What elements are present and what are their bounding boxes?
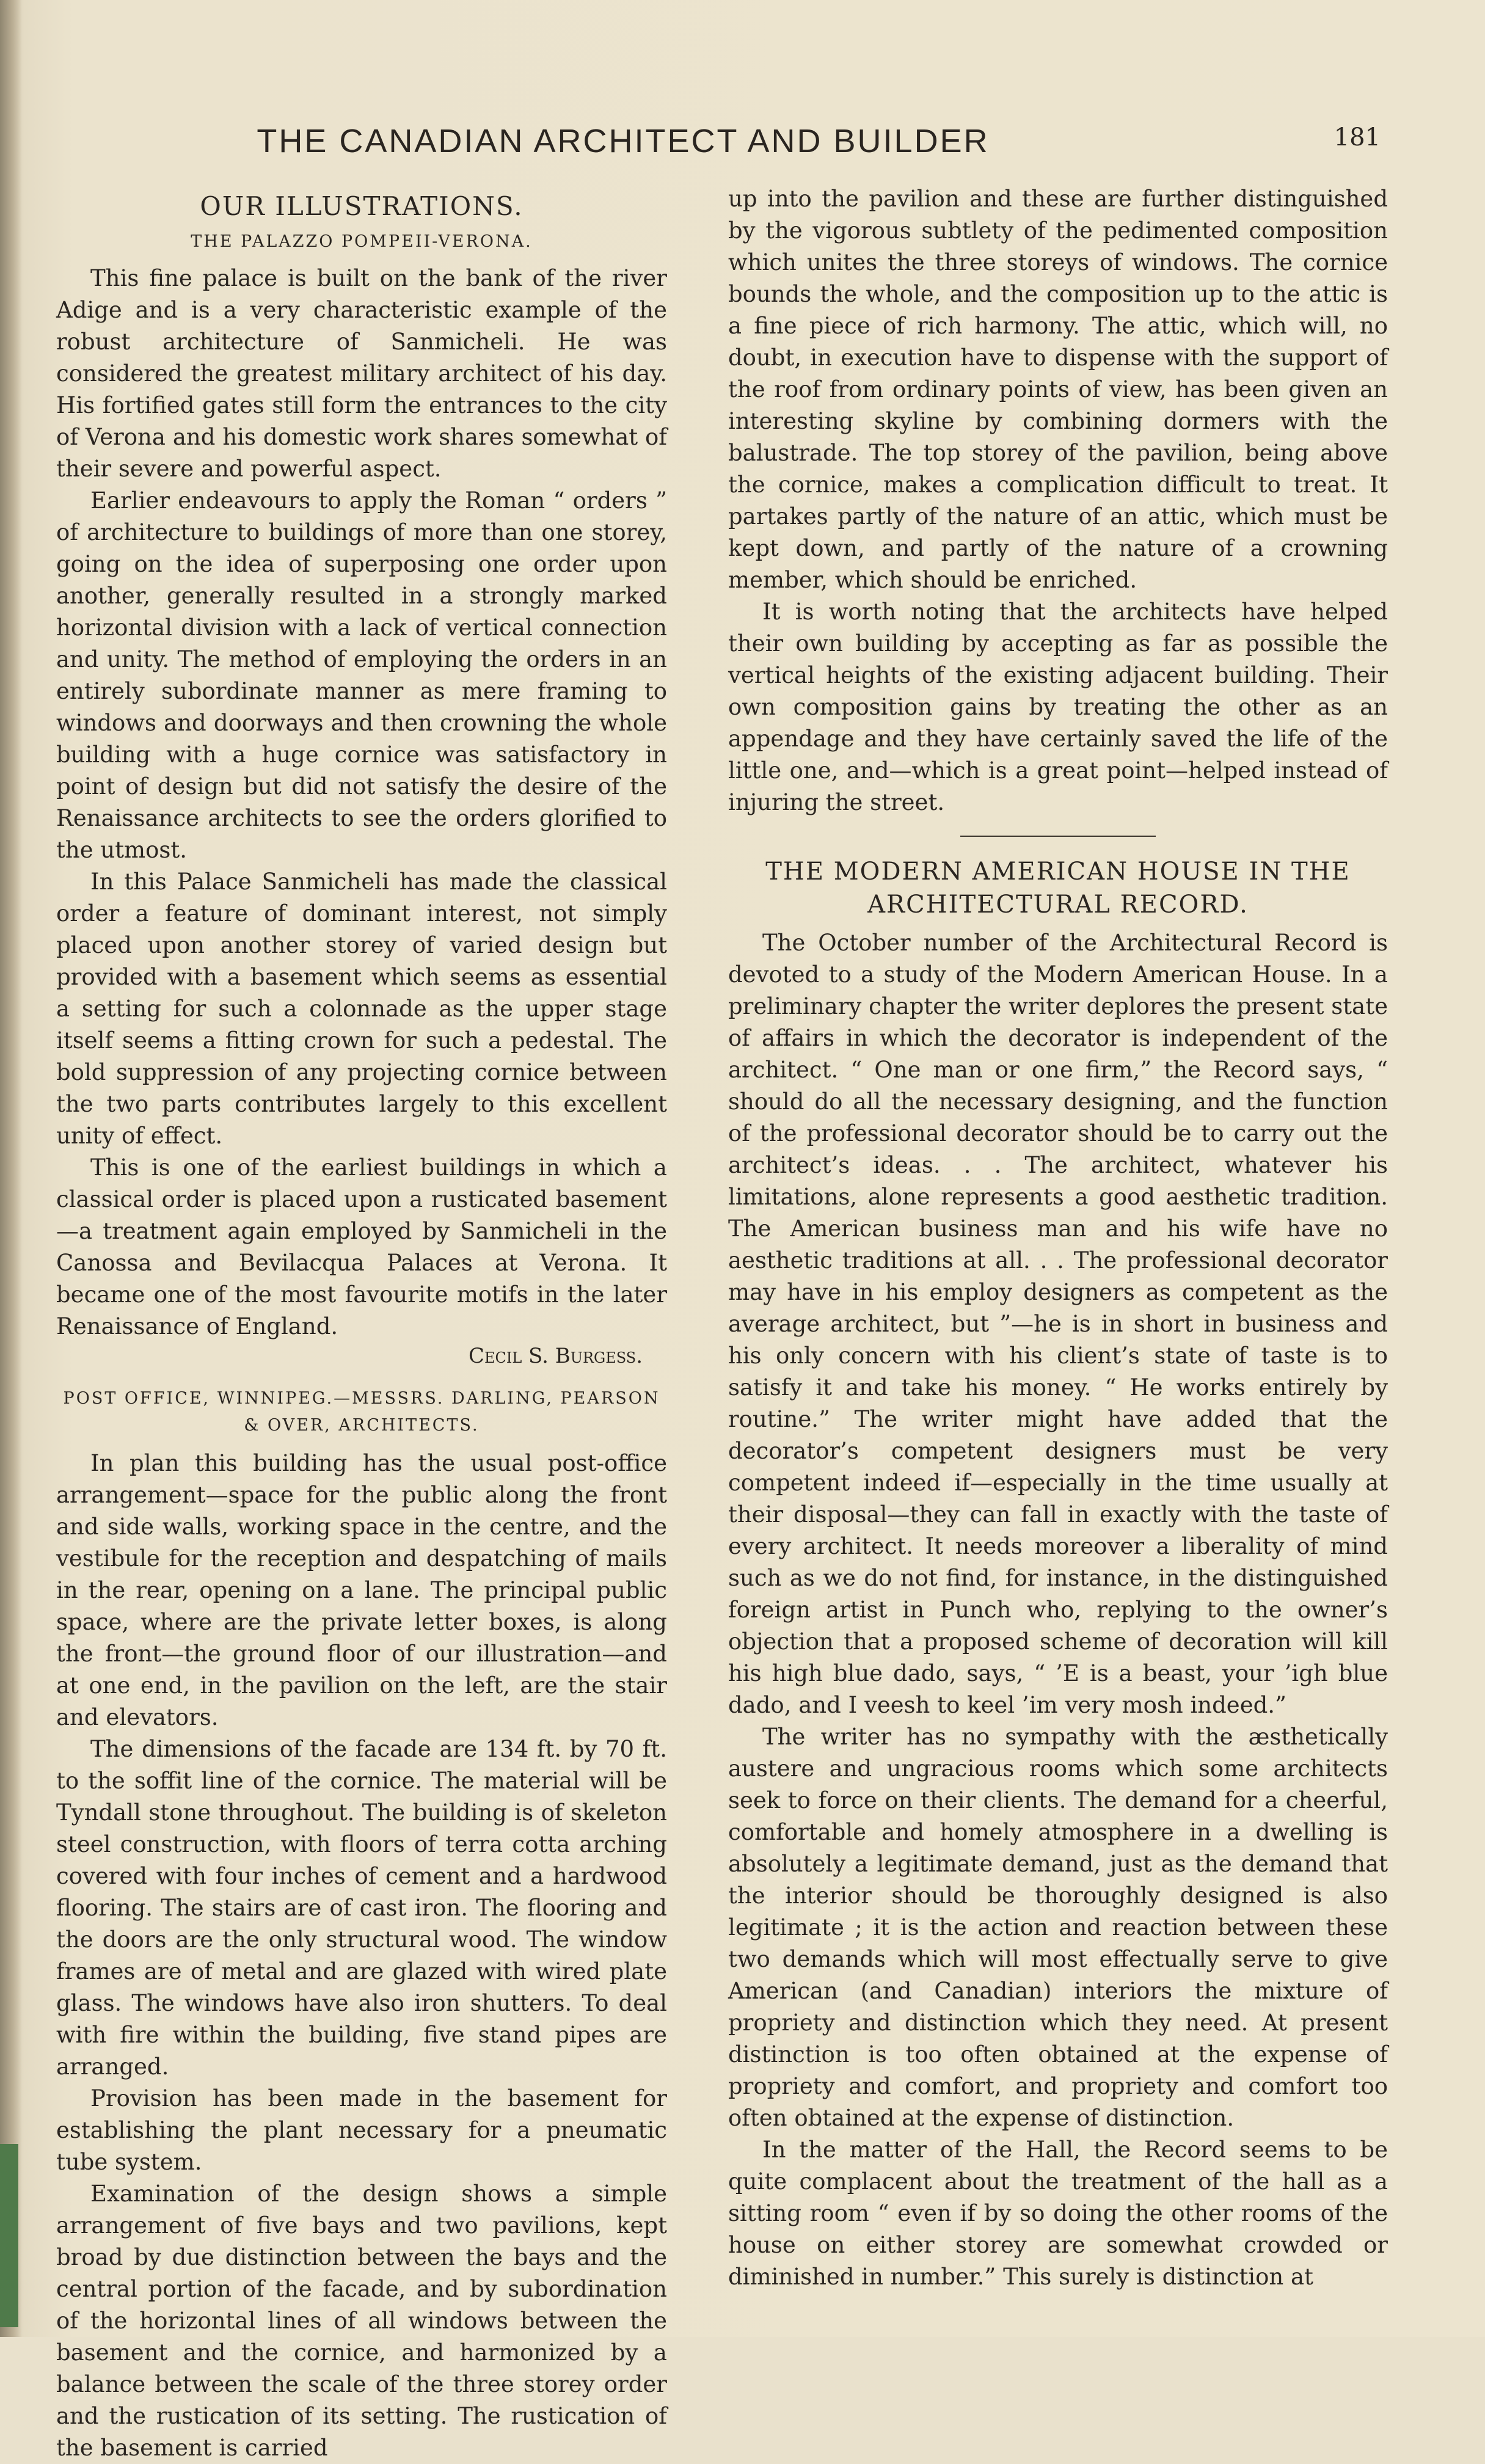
paragraph: up into the pavilion and these are further distinguished by the vigorous subtlety of the pedimented composition which unites the three storeys of windows. The cornice bounds the whole, and the composition up to the attic is a fine piece of rich harmony. The attic, which will, no doubt, in execution have to dispense with the support of the roof from ordinary points of view, has been given an interesting skyline by combining dormers with the balustrade. The top storey of the pavilion, being above the cornice, makes a complication difficult to treat. It partakes partly of the nature of an attic, which must be kept down, and partly of the nature of a crowning member, which should be enriched. xyxy=(728,186,1388,593)
author-signature: Cecil S. Burgess. xyxy=(468,1344,643,1368)
binding-tab xyxy=(0,2144,18,2327)
section-divider xyxy=(960,836,1156,837)
page-number: 181 xyxy=(1334,123,1381,151)
sub-heading-post-office: POST OFFICE, WINNIPEG.—MESSRS. DARLING, PEARSON & OVER, ARCHITECTS. xyxy=(63,1389,660,1435)
paragraph: This fine palace is built on the bank of the river Adige and is a very characteristic example of the robust architecture of Sanmicheli. He was considered the greatest military architect of his day. His fortified gates still form the entrances to the city of Verona and his domestic work shares somewhat of their severe and powerful aspect. xyxy=(56,265,667,482)
paragraph: In the matter of the Hall, the Record seems to be quite complacent about the treatment of the hall as a sitting room “ even if by so doing the other rooms of the house on either storey are somewhat crowded or diminished in number.” This surely is distinction at xyxy=(728,2137,1388,2290)
paragraph: Earlier endeavours to apply the Roman “ orders ” of architecture to buildings of more than one storey, going on the idea of superposing one order upon another, generally resulted in a strongly marked horizontal division with a lack of vertical connection and unity. The method of employing the orders in an entirely subordinate manner as mere framing to windows and doorways and then crowning the whole building with a huge cornice was satisfactory in point of design but did not satisfy the desire of the Renaissance architects to see the orders glorified to the utmost. xyxy=(56,487,667,863)
paragraph: The October number of the Architectural Record is devoted to a study of the Modern American House. In a preliminary chapter the writer deplores the present state of affairs in which the decorator is independent of the architect. “ One man or one firm,” the Record says, “ should do all the necessary designing, and the function of the professional decorator should be to carry out the architect’s ideas. . . The architect, whatever his limitations, alone represents a good aesthetic tradition. The American business man and his wife have no aesthetic traditions at all. . . The professional decorator may have in his employ designers as competent as the average architect, but ”—he is in short in business and his only concern with his client’s state of taste is to satisfy it and take his money. “ He works entirely by routine.” The writer might have added that the decorator’s competent designers must be very competent indeed if—especially in the time usually at their disposal—they can fall in exactly with the taste of every architect. It needs moreover a liberality of mind such as we do not find, for instance, in the distinguished foreign artist in Punch who, replying to the owner’s objection that a proposed scheme of decoration will kill his high blue dado, says, “ ’E is a beast, your ’igh blue dado, and I veesh to keel ’im very mosh indeed.” xyxy=(728,930,1388,1718)
binding-gutter xyxy=(0,0,22,2337)
section-heading-illustrations: OUR ILLUSTRATIONS. xyxy=(200,191,524,221)
sub-heading-palazzo: THE PALAZZO POMPEII-VERONA. xyxy=(191,232,533,251)
right-column xyxy=(728,183,1388,2293)
paragraph: Provision has been made in the basement for establishing the plant necessary for a pneumatic tube system. xyxy=(56,2085,667,2175)
left-column xyxy=(56,183,667,2464)
paragraph: This is one of the earliest buildings in which a classical order is placed upon a rusticated basement—a treatment again employed by Sanmicheli in the Canossa and Bevilacqua Palaces at Verona. It became one of the most favourite motifs in the later Renaissance of England. xyxy=(56,1154,667,1340)
paragraph: In plan this building has the usual post-office arrangement—space for the public along the front and side walls, working space in the centre, and the vestibule for the reception and despatching of mails in the rear, opening on a lane. The principal public space, where are the private letter boxes, is along the front—the ground floor of our illustration—and at one end, in the pavilion on the left, are the stair and elevators. xyxy=(56,1450,667,1730)
paragraph: The writer has no sympathy with the æsthetically austere and ungracious rooms which some architects seek to force on their clients. The demand for a cheerful, comfortable and homely atmosphere in a dwelling is absolutely a legitimate demand, just as the demand that the interior should be thoroughly designed is also legitimate ; it is the action and reaction between these two demands which will most effectually serve to give American (and Canadian) interiors the mixture of propriety and distinction which they need. At present distinction is too often obtained at the expense of propriety and comfort, and propriety and comfort too often obtained at the expense of distinction. xyxy=(728,1724,1388,2131)
journal-title: THE CANADIAN ARCHITECT AND BUILDER xyxy=(257,123,990,159)
section-heading-modern-house: THE MODERN AMERICAN HOUSE IN THE ARCHITECTURAL RECORD. xyxy=(765,858,1351,919)
paragraph: It is worth noting that the architects have helped their own building by accepting as far as possible the vertical heights of the existing adjacent building. Their own composition gains by treating the other as an appendage and they have certainly saved the life of the little one, and—which is a great point—helped instead of injuring the street. xyxy=(728,599,1388,815)
paragraph: In this Palace Sanmicheli has made the classical order a feature of dominant interest, not simply placed upon another storey of varied design but provided with a basement which seems as essential a setting for such a colonnade as the upper stage itself seems a fitting crown for such a pedestal. The bold suppression of any projecting cornice between the two parts contributes largely to this excellent unity of effect. xyxy=(56,869,667,1149)
paragraph: The dimensions of the facade are 134 ft. by 70 ft. to the soffit line of the cornice. The material will be Tyndall stone throughout. The building is of skeleton steel construction, with floors of terra cotta arching covered with four inches of cement and a hardwood flooring. The stairs are of cast iron. The flooring and the doors are the only structural wood. The window frames are of metal and are glazed with wired plate glass. The windows have also iron shutters. To deal with fire within the building, five stand pipes are arranged. xyxy=(56,1736,667,2080)
paragraph: Examination of the design shows a simple arrangement of five bays and two pavilions, kept broad by due distinction between the bays and the central portion of the facade, and by subordination of the horizontal lines of all windows between the basement and the cornice, and harmonized by a balance between the scale of the three storey order and the rustication of its setting. The rustication of the basement is carried xyxy=(56,2181,667,2461)
running-header xyxy=(73,122,1405,171)
